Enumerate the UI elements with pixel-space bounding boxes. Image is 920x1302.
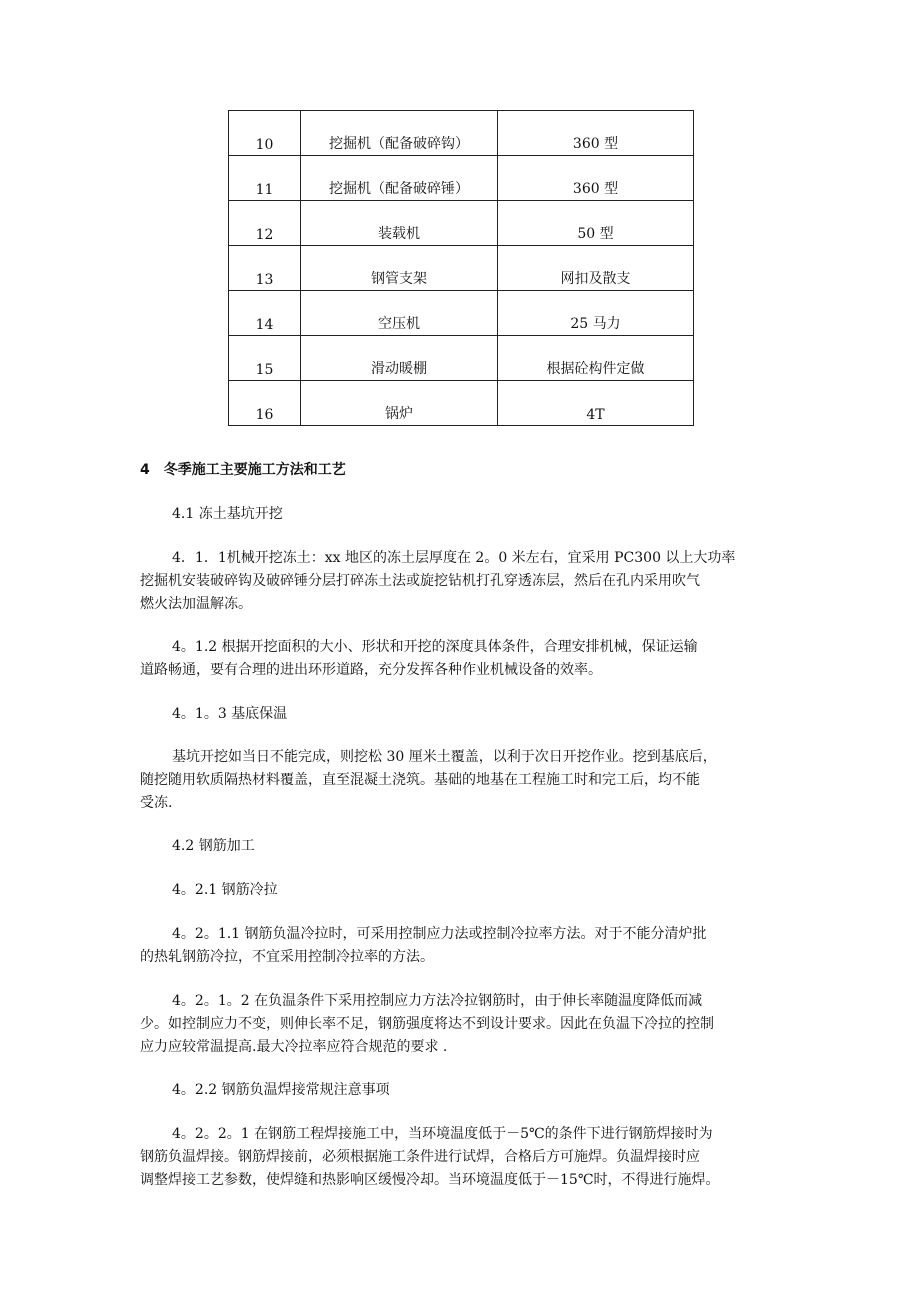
equipment-spec: 360 型 xyxy=(498,156,694,201)
row-number: 12 xyxy=(229,201,301,246)
equipment-name: 锅炉 xyxy=(301,381,498,426)
table-row xyxy=(229,336,694,381)
equipment-table xyxy=(228,110,694,426)
equipment-spec: 360 型 xyxy=(498,111,694,156)
equipment-name: 装载机 xyxy=(301,201,498,246)
equipment-spec: 网扣及散支 xyxy=(498,246,694,291)
para-4-1-1-line: 挖掘机安装破碎钩及破碎锤分层打碎冻土法或旋挖钻机打孔穿透冻层，然后在孔内采用吹气 xyxy=(140,573,700,589)
row-number: 16 xyxy=(229,381,301,426)
table-row xyxy=(229,381,694,426)
para-4-2-1-2-line: 少。如控制应力不变，则伸长率不足，钢筋强度将达不到设计要求。因此在负温下冷拉的控制 xyxy=(140,1016,714,1032)
table-row xyxy=(229,156,694,201)
heading-4-2-2: 4。2.2 钢筋负温焊接常规注意事项 xyxy=(172,1082,390,1098)
equipment-name: 滑动暖棚 xyxy=(301,336,498,381)
table-row xyxy=(229,246,694,291)
heading-4-1: 4.1 冻土基坑开挖 xyxy=(172,506,283,522)
row-number: 10 xyxy=(229,111,301,156)
row-number: 14 xyxy=(229,291,301,336)
heading-4-1-3: 4。1。3 基底保温 xyxy=(172,706,288,722)
para-4-2-2-1-line: 钢筋负温焊接。钢筋焊接前，必须根据施工条件进行试焊，合格后方可施焊。负温焊接时应 xyxy=(140,1149,700,1165)
heading-4-2-1: 4。2.1 钢筋冷拉 xyxy=(172,882,278,898)
section-number: 4 xyxy=(140,462,150,478)
section-4-heading xyxy=(140,459,346,479)
equipment-name: 挖掘机（配备破碎锤） xyxy=(301,156,498,201)
para-4-1-1-line: 4．1．1机械开挖冻土：xx 地区的冻土层厚度在 2。0 米左右，宜采用 PC300 以上大功率 xyxy=(172,550,736,566)
table-row xyxy=(229,111,694,156)
para-4-1-2-line: 4。1.2 根据开挖面积的大小、形状和开挖的深度具体条件，合理安排机械，保证运输 xyxy=(172,639,698,655)
row-number: 15 xyxy=(229,336,301,381)
equipment-spec: 50 型 xyxy=(498,201,694,246)
para-4-2-1-1-line: 4。2。1.1 钢筋负温冷拉时，可采用控制应力法或控制冷拉率方法。对于不能分清炉批 xyxy=(172,926,707,942)
equipment-spec: 25 马力 xyxy=(498,291,694,336)
para-4-2-1-2-line: 应力应较常温提高.最大冷拉率应符合规范的要求 . xyxy=(140,1039,448,1055)
para-4-2-2-1-line: 调整焊接工艺参数，使焊缝和热影响区缓慢冷却。当环境温度低于－15℃时，不得进行施焊。 xyxy=(140,1172,720,1188)
equipment-name: 挖掘机（配备破碎钩） xyxy=(301,111,498,156)
para-4-1-2-line: 道路畅通，要有合理的进出环形道路，充分发挥各种作业机械设备的效率。 xyxy=(140,662,602,678)
table-row xyxy=(229,201,694,246)
section-title: 冬季施工主要施工方法和工艺 xyxy=(163,462,346,478)
para-4-1-3-line: 随挖随用软质隔热材料覆盖，直至混凝土浇筑。基础的地基在工程施工时和完工后，均不能 xyxy=(140,772,700,788)
para-4-2-1-2-line: 4。2。1。2 在负温条件下采用控制应力方法冷拉钢筋时，由于伸长率随温度降低而减 xyxy=(172,993,703,1009)
equipment-name: 钢管支架 xyxy=(301,246,498,291)
para-4-2-2-1-line: 4。2。2。1 在钢筋工程焊接施工中，当环境温度低于－5℃的条件下进行钢筋焊接时为 xyxy=(172,1126,713,1142)
heading-4-2: 4.2 钢筋加工 xyxy=(172,838,255,854)
para-4-1-3-line: 基坑开挖如当日不能完成，则挖松 30 厘米土覆盖，以利于次日开挖作业。挖到基底后， xyxy=(172,749,717,765)
equipment-spec: 根据砼构件定做 xyxy=(498,336,694,381)
equipment-name: 空压机 xyxy=(301,291,498,336)
row-number: 11 xyxy=(229,156,301,201)
para-4-1-1-line: 燃火法加温解冻。 xyxy=(140,596,252,612)
table-row xyxy=(229,291,694,336)
equipment-spec: 4T xyxy=(498,381,694,426)
para-4-1-3-line: 受冻. xyxy=(140,795,173,811)
row-number: 13 xyxy=(229,246,301,291)
para-4-2-1-1-line: 的热轧钢筋冷拉，不宜采用控制冷拉率的方法。 xyxy=(140,949,434,965)
